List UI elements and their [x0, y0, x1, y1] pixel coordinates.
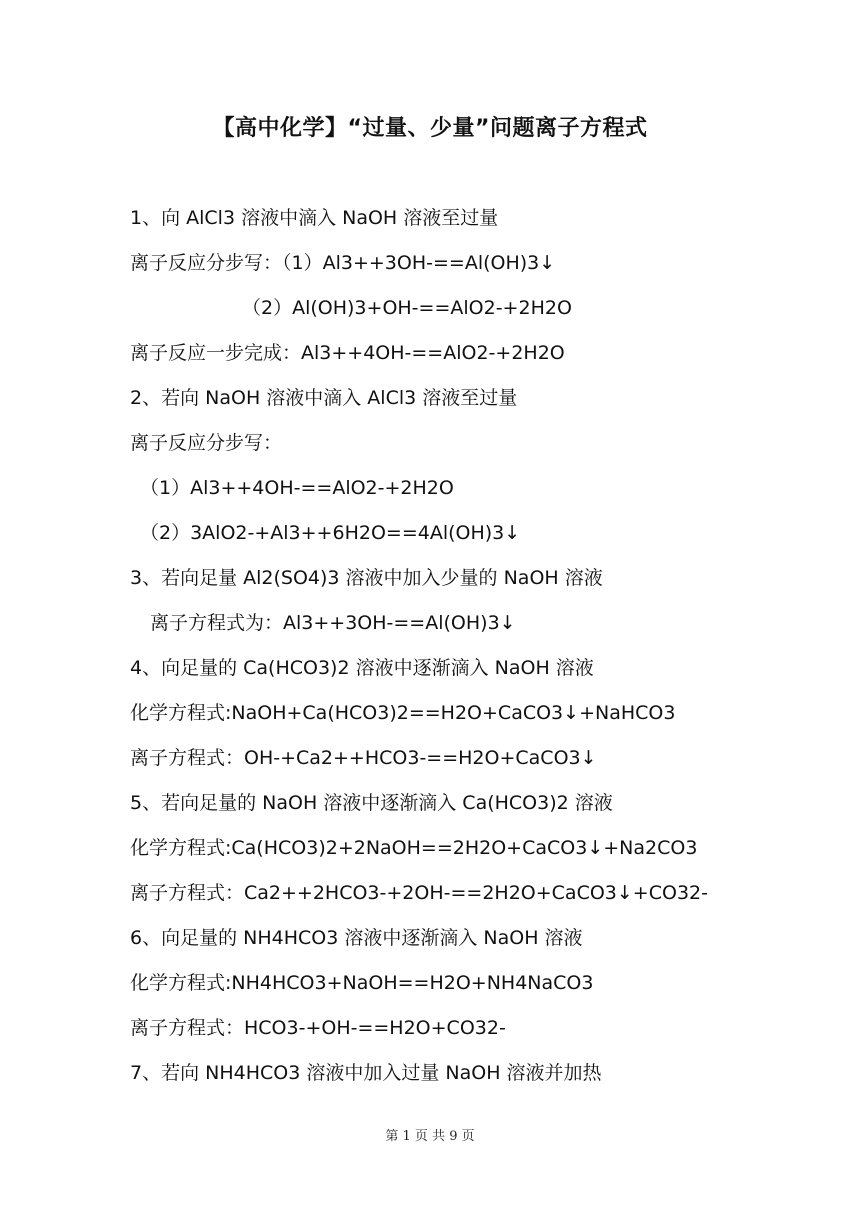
document-title: 【高中化学】“过量、少量”问题离子方程式	[212, 116, 648, 141]
text-line: 2、若向 NaOH 溶液中滴入 AlCl3 溶液至过量	[130, 387, 518, 409]
page-number: 第 1 页 共 9 页	[385, 1129, 475, 1144]
text-line: 6、向足量的 NH4HCO3 溶液中逐渐滴入 NaOH 溶液	[130, 927, 583, 949]
text-line: （1）Al3++4OH-==AlO2-+2H2O	[140, 477, 454, 499]
text-line: 化学方程式:NaOH+Ca(HCO3)2==H2O+CaCO3↓+NaHCO3	[130, 702, 676, 724]
text-line: 离子反应分步写：	[130, 432, 283, 454]
text-line: 离子反应一步完成：Al3++4OH-==AlO2-+2H2O	[130, 342, 565, 364]
text-line: 离子方程式：HCO3-+OH-==H2O+CO32-	[130, 1017, 506, 1039]
text-line: （2）Al(OH)3+OH-==AlO2-+2H2O	[242, 297, 572, 319]
text-line: 1、向 AlCl3 溶液中滴入 NaOH 溶液至过量	[130, 207, 499, 229]
text-line: 离子方程式：OH-+Ca2++HCO3-==H2O+CaCO3↓	[130, 747, 597, 769]
text-line: 3、若向足量 Al2(SO4)3 溶液中加入少量的 NaOH 溶液	[130, 567, 603, 589]
text-line: 7、若向 NH4HCO3 溶液中加入过量 NaOH 溶液并加热	[130, 1062, 602, 1084]
text-line: 4、向足量的 Ca(HCO3)2 溶液中逐渐滴入 NaOH 溶液	[130, 657, 594, 679]
text-line: （2）3AlO2-+Al3++6H2O==4Al(OH)3↓	[140, 522, 521, 544]
text-line: 离子反应分步写：（1）Al3++3OH-==Al(OH)3↓	[130, 252, 556, 274]
text-line: 化学方程式:Ca(HCO3)2+2NaOH==2H2O+CaCO3↓+Na2CO3	[130, 837, 698, 859]
text-line: 离子方程式：Ca2++2HCO3-+2OH-==2H2O+CaCO3↓+CO32-	[130, 882, 708, 904]
text-line: 离子方程式为：Al3++3OH-==Al(OH)3↓	[150, 612, 516, 634]
text-line: 5、若向足量的 NaOH 溶液中逐渐滴入 Ca(HCO3)2 溶液	[130, 792, 613, 814]
text-line: 化学方程式:NH4HCO3+NaOH==H2O+NH4NaCO3	[130, 972, 594, 994]
